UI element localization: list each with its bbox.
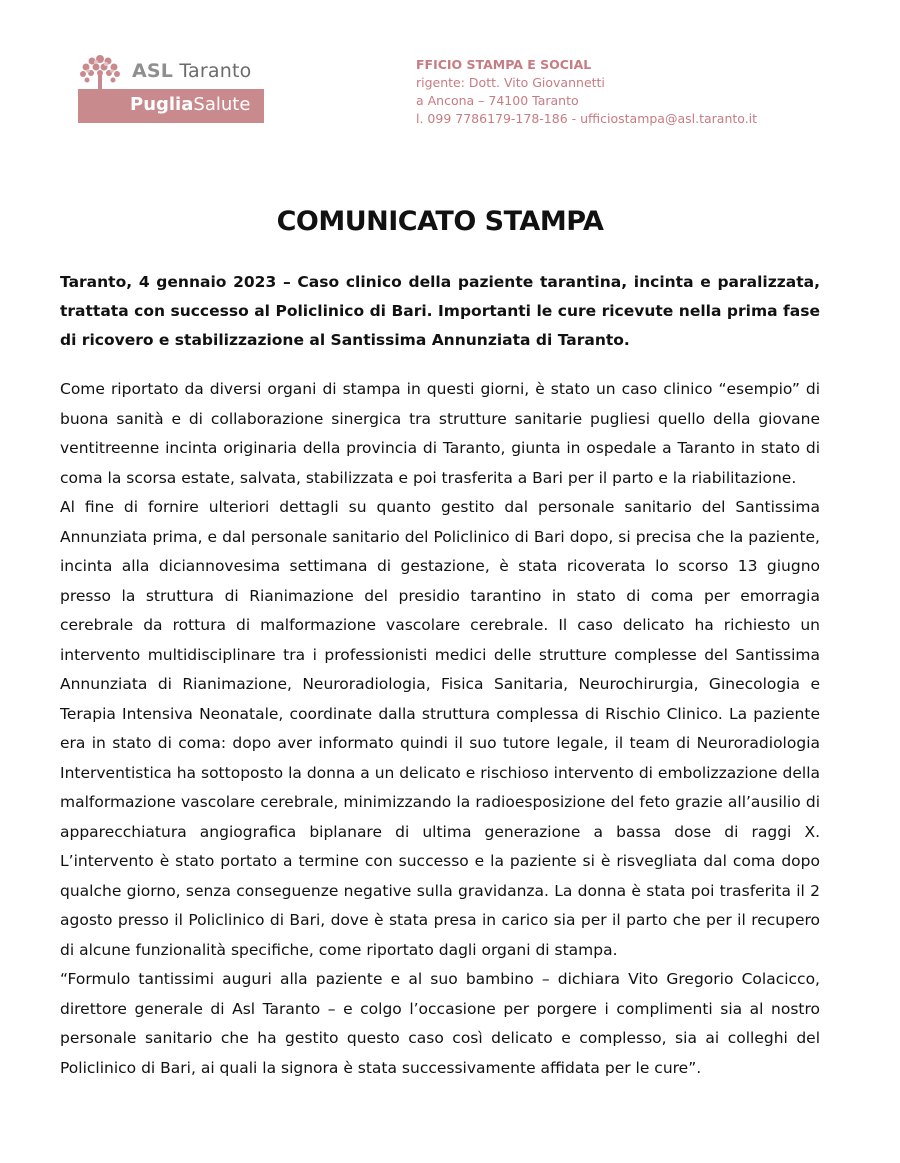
paragraph-2: Al fine di fornire ulteriori dettagli su quanto gestito dal personale sanitario del Santissima Annunziata prima, e dal personale sanitario del Policlinico di Bari dopo, si precisa che la paziente, incinta alla diciannovesima settimana di gestazione, è stata ricoverata lo scorso 13 giugno presso la struttura di Rianimazione del presidio tarantino in stato di coma per emorragia cerebrale da rottura di malformazione vascolare cerebrale. Il caso delicato ha richiesto un intervento multidisciplinare tra i professionisti medici delle strutture complesse del Santissima Annunziata di Rianimazione, Neuroradiologia, Fisica Sanitaria, Neurochirurgia, Ginecologia e Terapia Intensiva Neonatale, coordinate dalla struttura complessa di Rischio Clinico. La paziente era in stato di coma: dopo aver informato quindi il suo tutore legale, il team di Neuroradiologia Interventistica ha sottoposto la donna a un delicato e rischioso intervento di embolizzazione della malformazione vascolare cerebrale, minimizzando la radioesposizione del feto grazie all’ausilio di apparecchiatura angiografica biplanare di ultima generazione a bassa dose di raggi X. L’intervento è stato portato a termine con successo e la paziente si è risvegliata dal coma dopo qualche giorno, senza conseguenze negative sulla gravidanza. La donna è stata poi trasferita il 2 agosto presso il Policlinico di Bari, dove è stata presa in carico sia per il parto che per il recupero di alcune funzionalità specifiche, come riportato dagli organi di stampa. [60, 498, 820, 959]
logo-asl-taranto-text [132, 60, 251, 82]
paragraph-1: Come riportato da diversi organi di stampa in questi giorni, è stato un caso clinico “esempio” di buona sanità e di collaborazione sinergica tra strutture sanitarie pugliesi quello della giovane ventitreenne incinta originaria della provincia di Taranto, giunta in ospedale a Taranto in stato di coma la scorsa estate, salvata, stabilizzata e poi trasferita a Bari per il parto e la riabilitazione. [60, 380, 820, 487]
office-phone-email: l. 099 7786179-178-186 - ufficiostampa@asl.taranto.it [416, 111, 758, 126]
brand-regular: Salute [193, 94, 251, 115]
lead-paragraph: Taranto, 4 gennaio 2023 – Caso clinico della paziente tarantina, incinta e paralizzata, trattata con successo al Policlinico di Bari. Importanti le cure ricevute nella prima fase di ricovero e stabilizzazione al Santissima Annunziata di Taranto. [60, 273, 820, 349]
brand-bold: Puglia [130, 94, 194, 115]
puglia-salute-text [130, 94, 250, 115]
press-office-contacts [416, 56, 757, 128]
logo-asl: ASL [132, 60, 174, 82]
asl-taranto-logo [78, 50, 266, 124]
office-address: a Ancona – 74100 Taranto [416, 93, 579, 108]
tree-icon [78, 52, 122, 92]
puglia-salute-band [78, 89, 264, 123]
office-director: rigente: Dott. Vito Giovannetti [416, 75, 605, 90]
body-text [60, 375, 820, 1083]
page-title: COMUNICATO STAMPA [276, 206, 604, 237]
office-title: FFICIO STAMPA E SOCIAL [416, 57, 592, 72]
paragraph-3: “Formulo tantissimi auguri alla paziente e al suo bambino – dichiara Vito Gregorio Colacicco, direttore generale di Asl Taranto – e colgo l’occasione per porgere i complimenti sia al nostro personale sanitario che ha gestito questo caso così delicato e complesso, sia ai colleghi del Policlinico di Bari, ai quali la signora è stata successivamente affidata per le cure”. [60, 970, 820, 1077]
logo-city: Taranto [179, 60, 252, 82]
